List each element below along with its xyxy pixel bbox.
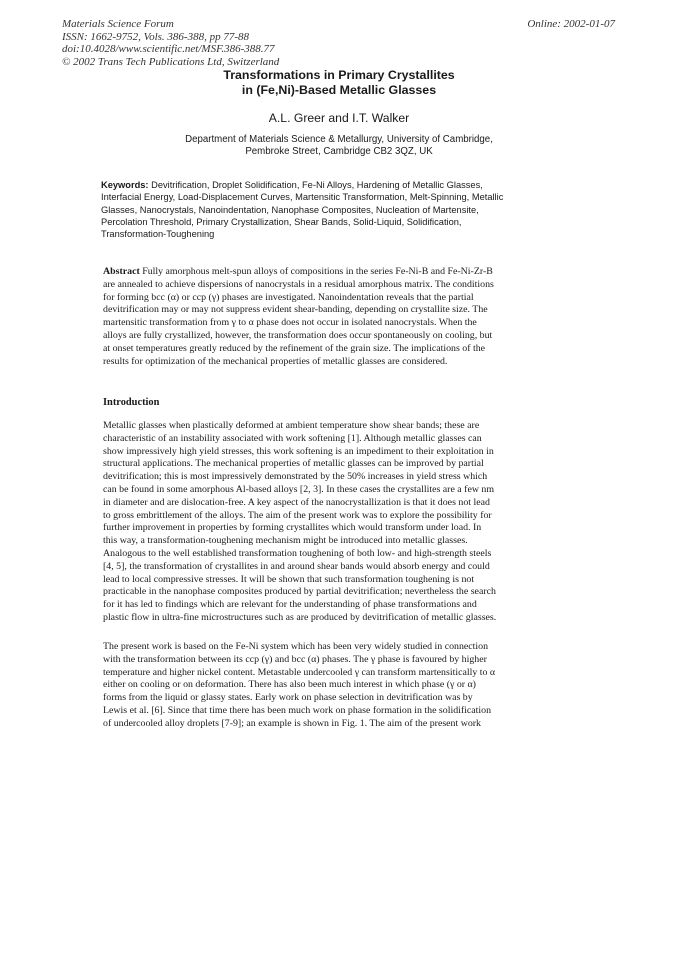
affiliation-line-2: Pembroke Street, Cambridge CB2 3QZ, UK xyxy=(245,146,433,158)
paragraph-line: Metallic glasses when plastically deformed at ambient temperature show shear bands; these are xyxy=(103,420,480,431)
introduction-paragraph-2 xyxy=(103,641,546,731)
paragraph-line: temperature and higher nickel content. Metastable undercooled γ can transform martensitically to α xyxy=(103,666,496,678)
paragraph-line: Analogous to the well established transformation toughening of both low- and high-strength steels xyxy=(103,547,492,559)
paragraph-line: forms from the liquid or glassy states. Early work on phase selection in devitrification was by xyxy=(103,692,473,704)
paragraph-line: with the transformation between its ccp (γ) and bcc (α) phases. The γ phase is favoured by higher xyxy=(103,653,487,665)
keywords-line: Devitrification, Droplet Solidification, Fe-Ni Alloys, Hardening of Metallic Glasses, xyxy=(148,180,483,190)
paragraph-line: devitrification; this is most impressively demonstrated by the 50% increases in yield stress which xyxy=(103,471,488,483)
authors: A.L. Greer and I.T. Walker xyxy=(268,111,410,125)
keywords-line: Glasses, Nanocrystals, Nanoindentation, Nanophase Composites, Nucleation of Martensite, xyxy=(101,204,479,215)
abstract-line: at onset temperatures greatly reduced by the refinement of the grain size. The implications of the xyxy=(103,342,486,354)
abstract-line: devitrification may or may not suppress evident shear-banding, depending on crystallite size. The xyxy=(103,304,488,316)
paragraph-line: plastic flow in ultra-fine microstructures such as are produced by devitrification of metallic glasses. xyxy=(103,611,497,623)
paper-title xyxy=(0,68,678,97)
keywords-line: Percolation Threshold, Primary Crystallization, Shear Bands, Solid-Liquid, Solidification, xyxy=(101,216,462,227)
keywords-line: Interfacial Energy, Load-Displacement Curves, Martensitic Transformation, Melt-Spinning, Metallic xyxy=(101,192,504,203)
doi-link[interactable]: doi:10.4028/www.scientific.net/MSF.386-388.77 xyxy=(62,43,275,56)
journal-name: Materials Science Forum xyxy=(62,18,174,30)
abstract-line: for forming bcc (α) or ccp (γ) phases are investigated. Nanoindentation reveals that the partial xyxy=(103,291,474,303)
abstract-line: martensitic transformation from γ to α phase does not occur in isolated nanocrystals. When the xyxy=(103,317,477,329)
paragraph-line: lead to local compressive stresses. It will be shown that such transformation toughening is not xyxy=(103,573,475,585)
online-date: Online: 2002-01-07 xyxy=(527,18,615,30)
paragraph-line: practicable in the nanophase composites produced by partial devitrification; nevertheless the search xyxy=(103,586,496,598)
keywords-line: Transformation-Toughening xyxy=(101,229,215,240)
introduction-paragraph-1 xyxy=(103,420,546,625)
keywords-label: Keywords: xyxy=(101,180,149,190)
introduction-heading: Introduction xyxy=(103,397,160,408)
paragraph-line: can be found in some amorphous Al-based alloys [2, 3]. In these cases the crystallites are a few nm xyxy=(103,483,495,495)
abstract-line: are annealed to achieve dispersions of nanocrystals in a residual amorphous matrix. The conditions xyxy=(103,278,494,290)
keywords-block xyxy=(101,179,579,240)
paragraph-line: [4, 5], the transformation of crystallites in and around shear bands would absorb energy and could xyxy=(103,560,490,572)
paragraph-line: structural applications. The mechanical properties of metallic glasses can be improved by partial xyxy=(103,458,484,470)
abstract-line: alloys are fully crystallized, however, the transformation does occur spontaneously on cooling, but xyxy=(103,329,493,341)
paragraph-line: show impressively high yield stresses, this work softening is an impediment to their exploitation in xyxy=(103,445,494,457)
paragraph-line: further improvement in properties by forming crystallites which would transform under load. In xyxy=(103,522,482,534)
paragraph-line: either on cooling or on deformation. There has also been much interest in which phase (γ or α) xyxy=(103,679,476,691)
title-line-1: Transformations in Primary Crystallites xyxy=(223,68,455,82)
abstract-label: Abstract xyxy=(103,266,140,277)
paragraph-line: to gross embrittlement of the alloys. The aim of the present work was to explore the possibility for xyxy=(103,509,492,521)
paragraph-line: of undercooled alloy droplets [7-9]; an example is shown in Fig. 1. The aim of the present work xyxy=(103,717,481,729)
paragraph-line: for it has led to findings which are relevant for the understanding of phase transformations and xyxy=(103,599,477,611)
paragraph-line: this way, a transformation-toughening mechanism might be introduced into metallic glasses. xyxy=(103,535,468,547)
copyright-line: © 2002 Trans Tech Publications Ltd, Switzerland xyxy=(62,55,280,68)
paragraph-line: The present work is based on the Fe-Ni system which has been very widely studied in connection xyxy=(103,641,489,652)
abstract-line: Fully amorphous melt-spun alloys of compositions in the series Fe-Ni-B and Fe-Ni-Zr-B xyxy=(139,266,493,277)
journal-header xyxy=(62,18,279,68)
paragraph-line: in diameter and are dislocation-free. A key aspect of the nanocrystallization is that it does not lead xyxy=(103,496,490,508)
title-line-2: in (Fe,Ni)-Based Metallic Glasses xyxy=(241,82,437,97)
affiliation xyxy=(0,134,678,158)
paragraph-line: Lewis et al. [6]. Since that time there has been much work on phase formation in the solidification xyxy=(103,704,492,716)
issn-line: ISSN: 1662-9752, Vols. 386-388, pp 77-88 xyxy=(62,30,249,43)
abstract-line: results for optimization of the mechanical properties of metallic glasses are considered. xyxy=(103,355,448,367)
paragraph-line: characteristic of an instability associated with work softening [1]. Although metallic glasses can xyxy=(103,432,482,444)
abstract xyxy=(103,266,546,368)
affiliation-line-1: Department of Materials Science & Metallurgy, University of Cambridge, xyxy=(185,134,493,145)
